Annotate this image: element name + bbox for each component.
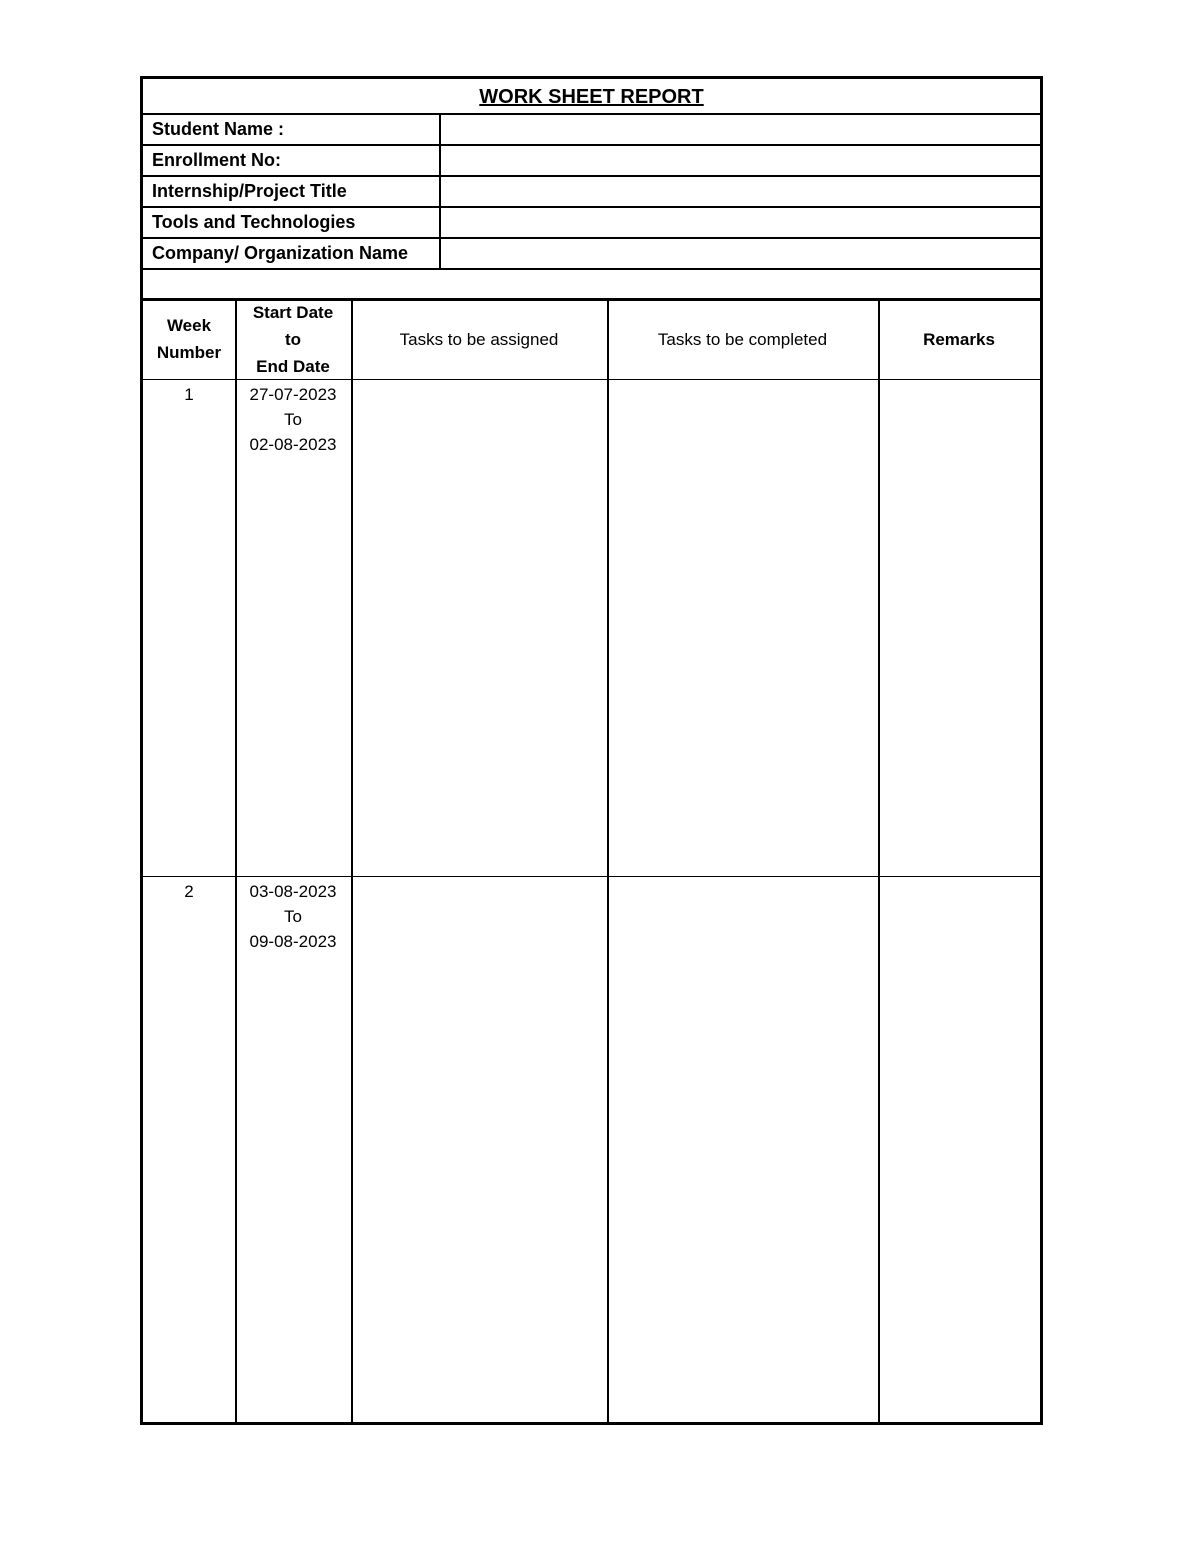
header-date-range <box>235 299 351 379</box>
header-tasks-completed: Tasks to be completed <box>657 329 828 349</box>
report-title: WORK SHEET REPORT <box>479 86 704 108</box>
row-divider-1 <box>143 876 1040 877</box>
header-week-line2: Number <box>156 343 222 362</box>
header-date-line2: to <box>284 329 302 349</box>
row1-date-range <box>235 382 351 457</box>
header-week-number <box>143 299 235 379</box>
info-row-student-name <box>143 115 1040 146</box>
row1-start-date: 27-07-2023 <box>249 385 337 404</box>
header-date-line3: End Date <box>256 356 330 376</box>
blank-spacer-row <box>143 270 1040 301</box>
company-label: Company/ Organization Name <box>143 239 441 268</box>
header-tasks-assigned: Tasks to be assigned <box>399 329 559 349</box>
project-title-label: Internship/Project Title <box>143 177 441 206</box>
col-divider-1 <box>235 299 237 1422</box>
weekly-log-grid <box>143 299 1040 1422</box>
info-row-project-title <box>143 177 1040 208</box>
row1-week: 1 <box>184 385 194 404</box>
col-divider-4 <box>878 299 880 1422</box>
company-field[interactable] <box>441 239 1040 268</box>
header-bottom-line <box>143 379 1040 380</box>
row2-date-range <box>235 879 351 954</box>
worksheet-table <box>140 76 1043 1425</box>
row1-end-date: 02-08-2023 <box>249 435 337 454</box>
info-row-enrollment <box>143 146 1040 177</box>
row2-start-date: 03-08-2023 <box>249 882 337 901</box>
col-divider-3 <box>607 299 609 1422</box>
info-row-tools <box>143 208 1040 239</box>
row2-week: 2 <box>184 882 194 901</box>
col-divider-2 <box>351 299 353 1422</box>
student-name-field[interactable] <box>441 115 1040 144</box>
project-title-field[interactable] <box>441 177 1040 206</box>
header-date-line1: Start Date <box>252 302 334 322</box>
enrollment-label: Enrollment No: <box>143 146 441 175</box>
report-title-row <box>143 79 1040 115</box>
info-row-company <box>143 239 1040 270</box>
header-remarks: Remarks <box>923 329 995 349</box>
row2-date-sep: To <box>284 907 302 926</box>
tools-label: Tools and Technologies <box>143 208 441 237</box>
row1-date-sep: To <box>284 410 302 429</box>
enrollment-field[interactable] <box>441 146 1040 175</box>
row2-end-date: 09-08-2023 <box>249 932 337 951</box>
header-week-line1: Week <box>166 316 212 335</box>
tools-field[interactable] <box>441 208 1040 237</box>
student-name-label: Student Name : <box>143 115 441 144</box>
